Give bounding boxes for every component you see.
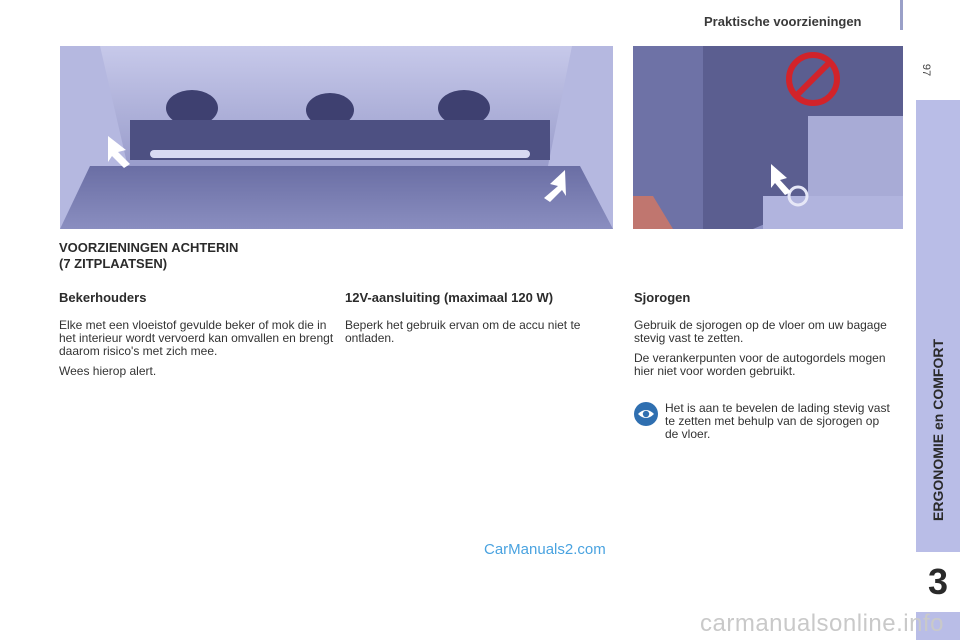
lashing-rings-paragraph: Gebruik de sjorogen op de vloer om uw bagage stevig vast te zetten. <box>634 318 887 345</box>
chapter-tab-label: ERGONOMIE en COMFORT <box>930 339 946 521</box>
watermark-carmanuals2: CarManuals2.com <box>484 541 606 558</box>
cup-holders-paragraph: Elke met een vloeistof gevulde beker of mok die in het interieur wordt vervoerd kan omvallen en brengt daarom risico's met zich mee. <box>59 318 334 358</box>
cup-holders-heading: Bekerhouders <box>59 290 147 305</box>
cargo-area-photo <box>60 46 613 229</box>
running-header: Praktische voorzieningen <box>704 14 862 29</box>
lashing-rings-heading: Sjorogen <box>634 290 691 305</box>
advice-note-text: Het is aan te bevelen de lading stevig vast te zetten met behulp van de sjorogen op de vloer. <box>665 401 890 441</box>
lashing-ring-photo <box>633 46 903 229</box>
socket-heading: 12V-aansluiting (maximaal 120 W) <box>345 290 554 305</box>
watermark-carmanualsonline: carmanualsonline.info <box>700 610 944 637</box>
section-title: VOORZIENINGEN ACHTERIN (7 ZITPLAATSEN) <box>59 240 239 271</box>
eye-icon <box>634 402 658 426</box>
chapter-number: 3 <box>916 552 960 612</box>
cup-holders-column <box>59 290 334 385</box>
socket-paragraph: Beperk het gebruik ervan om de accu niet te ontladen. <box>345 318 581 345</box>
cup-holders-paragraph: Wees hierop alert. <box>59 364 157 378</box>
header-divider <box>900 0 903 30</box>
page-number: 97 <box>920 63 933 77</box>
advice-note <box>634 402 894 452</box>
lashing-rings-paragraph: De verankerpunten voor de autogordels mogen hier niet voor worden gebruikt. <box>634 351 886 378</box>
socket-column <box>345 290 620 352</box>
lashing-rings-column <box>634 290 894 385</box>
